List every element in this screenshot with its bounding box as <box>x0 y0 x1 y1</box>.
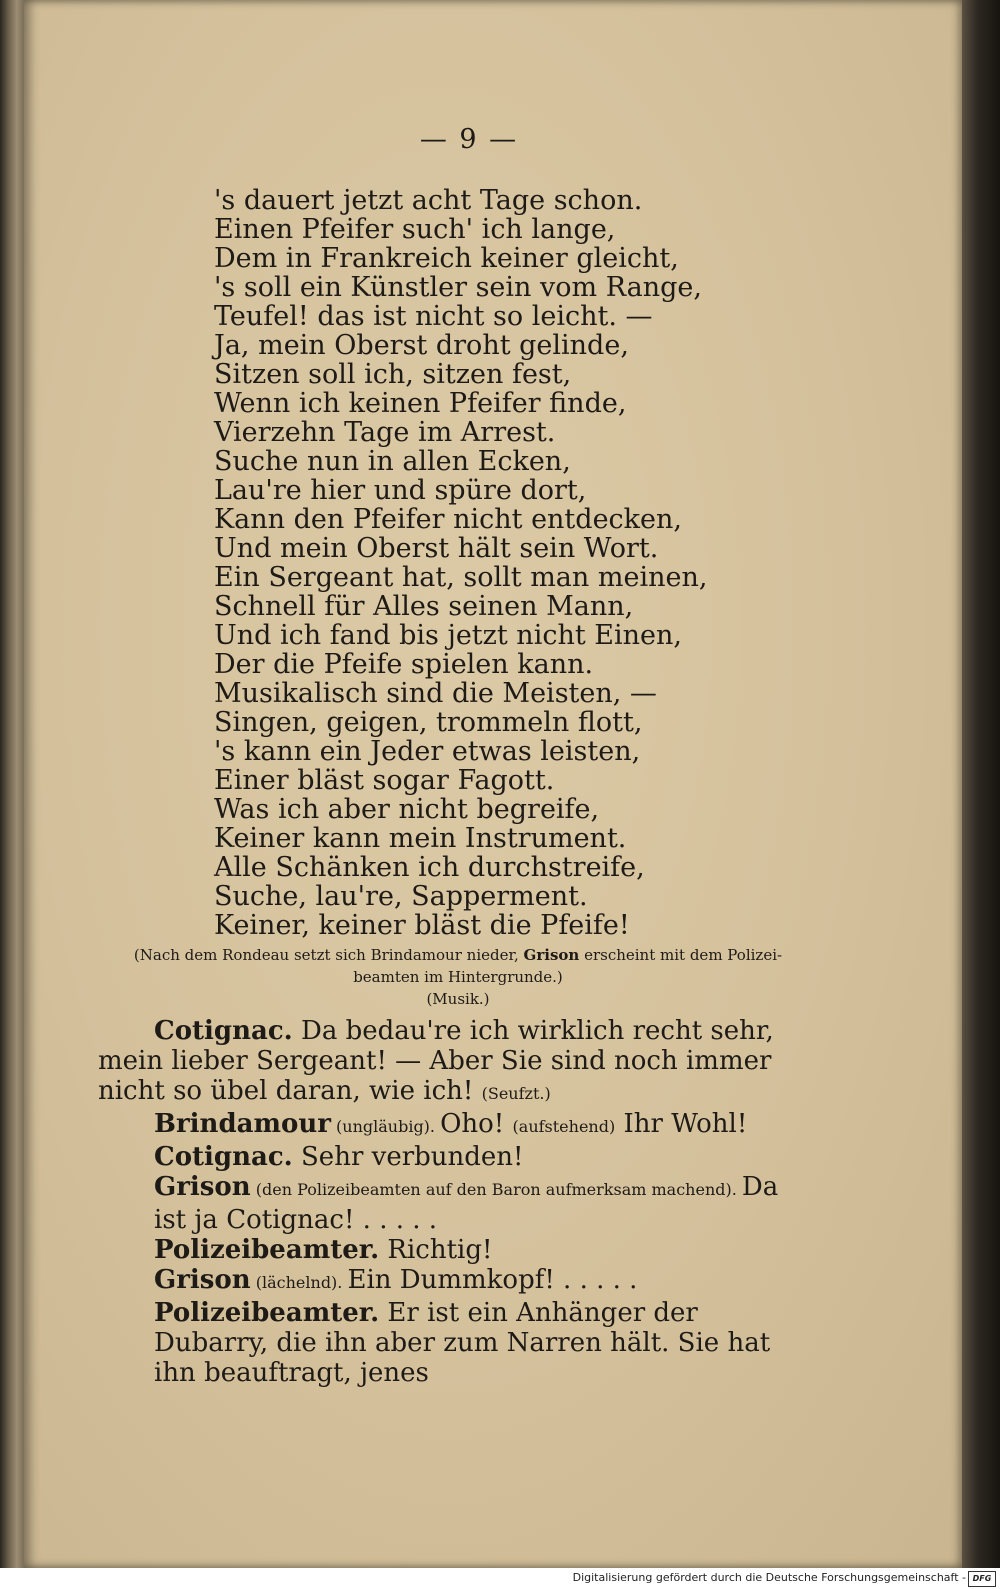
stage-direction-line-1 <box>98 944 818 966</box>
stage-direction-text: (Nach dem Rondeau setzt sich Brindamour nieder, <box>133 946 524 964</box>
dialogue-text: Richtig! <box>379 1235 493 1265</box>
verse-line: Dem in Frankreich keiner gleicht, <box>214 243 679 274</box>
dialogue-text: Sehr verbunden! <box>292 1142 524 1172</box>
speaker-name: Grison <box>154 1172 251 1202</box>
verse-line: Und ich fand bis jetzt nicht Einen, <box>214 620 682 651</box>
speaker-name: Cotignac. <box>154 1016 293 1046</box>
stage-note: (den Polizeibeamten auf den Baron aufmerksam machend). <box>250 1180 742 1199</box>
verse-line: Keiner kann mein Instrument. <box>214 823 627 854</box>
dialogue-paragraph <box>98 1142 818 1172</box>
verse-line: Kann den Pfeifer nicht entdecken, <box>214 504 682 535</box>
stage-direction-music: (Musik.) <box>426 990 490 1008</box>
stage-direction-line-2: beamten im Hintergrunde.) <box>353 968 563 986</box>
left-page-edge <box>0 0 24 1568</box>
verse-line: 's soll ein Künstler sein vom Range, <box>214 272 702 303</box>
page-content <box>24 0 962 1568</box>
dialogue-paragraph <box>98 1298 818 1388</box>
right-page-edge <box>962 0 1000 1568</box>
verse-line: Vierzehn Tage im Arrest. <box>214 417 556 448</box>
verse-line: Alle Schänken ich durchstreife, <box>214 852 645 883</box>
verse-line: 's dauert jetzt acht Tage schon. <box>214 185 643 216</box>
dialogue-text: Da bedau're ich wirklich recht sehr, mein lieber Sergeant! — Aber Sie sind noch immer nicht so übel daran, wie ich! <box>98 1016 774 1106</box>
verse-line: Lau're hier und spüre dort, <box>214 475 587 506</box>
verse-line: Suche, lau're, Sapperment. <box>214 881 588 912</box>
dialogue-paragraph <box>98 1265 818 1298</box>
verse-block <box>214 186 874 940</box>
verse-line: Sitzen soll ich, sitzen fest, <box>214 359 572 390</box>
dialogue-text: Er ist ein Anhänger der Dubarry, die ihn aber zum Narren hält. Sie hat ihn beauftragt, jenes <box>154 1298 771 1388</box>
verse-line: Ja, mein Oberst droht gelinde, <box>214 330 629 361</box>
speaker-name: Brindamour <box>154 1109 331 1139</box>
verse-line: Einer bläst sogar Fagott. <box>214 765 555 796</box>
verse-line: Teufel! das ist nicht so leicht. — <box>214 301 653 332</box>
dialogue-paragraph <box>98 1109 818 1142</box>
stage-note: (Seufzt.) <box>481 1084 551 1103</box>
verse-line: Singen, geigen, trommeln flott, <box>214 707 643 738</box>
dialogue-text: Ihr Wohl! <box>615 1109 748 1139</box>
dfg-logo: DFG <box>968 1571 996 1587</box>
book-page <box>24 0 962 1568</box>
dialogue-text: Oho! <box>440 1109 513 1139</box>
dialogue-paragraph <box>98 1172 818 1235</box>
verse-line: Und mein Oberst hält sein Wort. <box>214 533 659 564</box>
verse-line: Keiner, keiner bläst die Pfeife! <box>214 910 630 941</box>
speaker-name: Polizeibeamter. <box>154 1298 380 1328</box>
verse-line: Ein Sergeant hat, sollt man meinen, <box>214 562 708 593</box>
speaker-name: Polizeibeamter. <box>154 1235 380 1265</box>
page-number: — 9 — <box>419 124 519 155</box>
verse-line: Musikalisch sind die Meisten, — <box>214 678 657 709</box>
verse-line: Suche nun in allen Ecken, <box>214 446 571 477</box>
stage-note: (ungläubig). <box>330 1117 441 1136</box>
dialogue-text: Ein Dummkopf! . . . . . <box>347 1265 638 1295</box>
dialogue-block <box>98 1016 818 1388</box>
stage-direction-character-name: Grison <box>523 946 580 964</box>
speaker-name: Cotignac. <box>154 1142 293 1172</box>
dialogue-paragraph <box>98 1016 818 1109</box>
dialogue-text: Da ist ja Cotignac! . . . . . <box>154 1172 779 1235</box>
stage-note: (lächelnd). <box>250 1273 348 1292</box>
digitization-footer <box>0 1568 1000 1589</box>
stage-direction <box>98 944 818 1010</box>
verse-line: Was ich aber nicht begreife, <box>214 794 600 825</box>
verse-line: Der die Pfeife spielen kann. <box>214 649 594 680</box>
stage-note: (aufstehend) <box>512 1117 616 1136</box>
dialogue-paragraph <box>98 1235 818 1265</box>
verse-line: 's kann ein Jeder etwas leisten, <box>214 736 641 767</box>
verse-line: Wenn ich keinen Pfeifer finde, <box>214 388 627 419</box>
footer-credit: Digitalisierung gefördert durch die Deutsche Forschungsgemeinschaft - <box>572 1571 966 1584</box>
verse-line: Schnell für Alles seinen Mann, <box>214 591 634 622</box>
speaker-name: Grison <box>154 1265 251 1295</box>
verse-line: Einen Pfeifer such' ich lange, <box>214 214 616 245</box>
stage-direction-text: erscheint mit dem Polizei- <box>579 946 783 964</box>
